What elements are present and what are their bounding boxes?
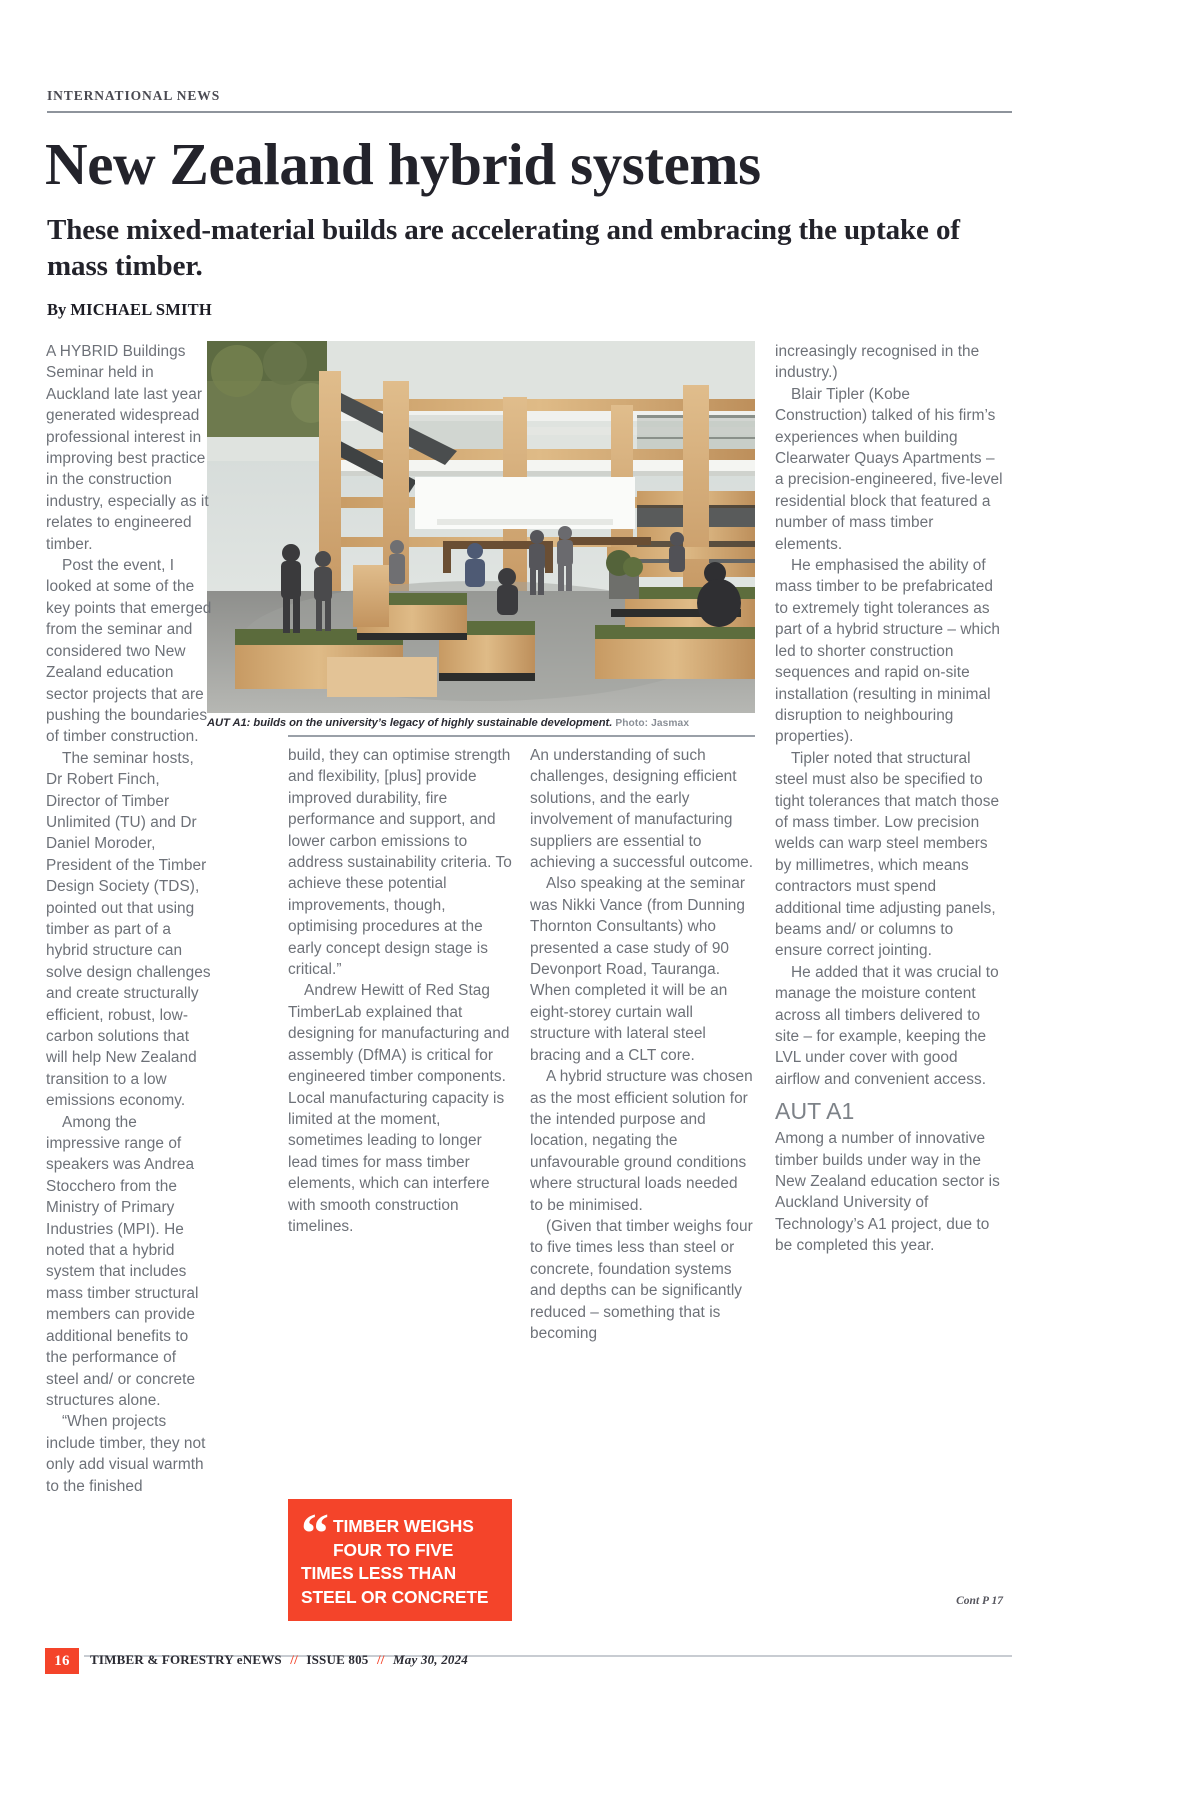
- footer-separator-1: //: [290, 1652, 298, 1667]
- footer-separator-2: //: [376, 1652, 385, 1667]
- article-deck: These mixed-material builds are accelerating and embracing the uptake of mass timber.: [47, 214, 960, 282]
- paragraph: Among the impressive range of speakers was Andrea Stocchero from the Ministry of Primary Industries (MPI). He noted that a hybrid system that includes mass timber structural members can provide additional benefits to the performance of steel and/ or concrete structures alone.: [46, 1113, 199, 1409]
- body-column-2: [288, 745, 512, 1237]
- kicker-divider: [47, 111, 1012, 113]
- photo-credit: Photo: Jasmax: [615, 718, 690, 729]
- caption-divider: [288, 735, 755, 737]
- pull-quote: [288, 1499, 512, 1621]
- photo-caption: [207, 716, 755, 731]
- body-column-4: [775, 341, 1003, 1257]
- footer-publication-suffix: eNEWS: [236, 1652, 282, 1667]
- article-photo: [207, 341, 755, 713]
- paragraph: An understanding of such challenges, designing efficient solutions, and the early involvement of manufacturing suppliers are essential to achieving a successful outcome.: [530, 747, 754, 872]
- pull-quote-text: TIMBER WEIGHS FOUR TO FIVE TIMES LESS THAN STEEL OR CONCRETE: [301, 1516, 489, 1607]
- section-kicker: [47, 88, 1012, 113]
- paragraph: A HYBRID Buildings Seminar held in Auckland late last year generated widespread professional interest in improving best practice in the construction industry, especially as it relates to engineered timber.: [46, 343, 209, 553]
- paragraph: build, they can optimise strength and flexibility, [plus] provide improved durability, fire performance and support, and lower carbon emissions to address sustainability criteria. To achieve these potential improvements, though, optimising procedures at the early concept design stage is critical.”: [288, 747, 512, 979]
- caption-text: AUT A1: builds on the university’s legacy of highly sustainable development.: [207, 717, 613, 729]
- paragraph: The seminar hosts, Dr Robert Finch, Director of Timber Unlimited (TU) and Dr Daniel Moroder, President of the Timber Design Society (TDS), pointed out that using timber as part of a hybrid structure can solve design challenges and create structurally efficient, robust, low-carbon solutions that will help New Zealand transition to a low emissions economy.: [46, 749, 211, 1110]
- body-column-3: [530, 745, 754, 1344]
- paragraph: Post the event, I looked at some of the key points that emerged from the seminar and considered two New Zealand education sector projects that are pushing the boundaries of timber construction.: [46, 557, 212, 746]
- footer-meta: [90, 1652, 468, 1668]
- footer-issue: ISSUE 805: [306, 1652, 369, 1667]
- paragraph: Also speaking at the seminar was Nikki Vance (from Dunning Thornton Consultants) who presented a case study of 90 Devonport Road, Tauranga. When completed it will be an eight-storey curtain wall structure with lateral steel bracing and a CLT core.: [530, 875, 746, 1064]
- paragraph: Among a number of innovative timber builds under way in the New Zealand education sector is Auckland University of Technology’s A1 project, due to be completed this year.: [775, 1130, 1000, 1255]
- byline-prefix: By: [47, 300, 67, 319]
- quote-mark-icon: “: [301, 1503, 327, 1565]
- footer-date: May 30, 2024: [393, 1652, 469, 1667]
- paragraph: He added that it was crucial to manage the moisture content across all timbers delivered to site – for example, keeping the LVL under cover with good airflow and convenient access.: [775, 963, 999, 1088]
- paragraph: A hybrid structure was chosen as the most efficient solution for the intended purpose and location, negating the unfavourable ground conditions where structural loads needed to be minimised.: [530, 1068, 753, 1214]
- paragraph: Tipler noted that structural steel must also be specified to tight tolerances that match those of mass timber. Low precision welds can warp steel members by millimetres, which means contractors must spend additional time adjusting panels, beams and/ or columns to ensure correct jointing.: [775, 749, 1000, 960]
- paragraph: Andrew Hewitt of Red Stag TimberLab explained that designing for manufacturing and assembly (DfMA) is critical for engineered timber components. Local manufacturing capacity is limited at the moment, sometimes leading to longer lead times for mass timber elements, which can interfere with smooth construction timelines.: [288, 982, 510, 1235]
- paragraph: He emphasised the ability of mass timber to be prefabricated to extremely tight tolerances as part of a hybrid structure – which led to shorter construction sequences and rapid on-site installation (resulting in minimal disruption to neighbouring properties).: [775, 557, 1000, 746]
- body-column-1: [46, 341, 212, 1497]
- byline: [47, 300, 212, 320]
- section-subheading: AUT A1: [775, 1098, 855, 1125]
- page-title: New Zealand hybrid systems: [45, 131, 761, 197]
- photo-illustration: [207, 341, 755, 713]
- page-number-badge: 16: [45, 1648, 79, 1674]
- footer-publication: TIMBER & FORESTRY: [90, 1652, 234, 1667]
- paragraph: increasingly recognised in the industry.): [775, 343, 980, 382]
- byline-author: MICHAEL SMITH: [70, 300, 212, 319]
- paragraph: “When projects include timber, they not only add visual warmth to the finished: [46, 1413, 206, 1495]
- paragraph: Blair Tipler (Kobe Construction) talked of his firm’s experiences when building Clearwater Quays Apartments – a precision-engineered, five-level residential block that featured a number of mass timber elements.: [775, 385, 1003, 553]
- paragraph: (Given that timber weighs four to five times less than steel or concrete, foundation systems and depths can be significantly reduced – something that is becoming: [530, 1217, 753, 1342]
- kicker-label: INTERNATIONAL NEWS: [47, 88, 221, 103]
- continuation-note: Cont P 17: [956, 1595, 1003, 1607]
